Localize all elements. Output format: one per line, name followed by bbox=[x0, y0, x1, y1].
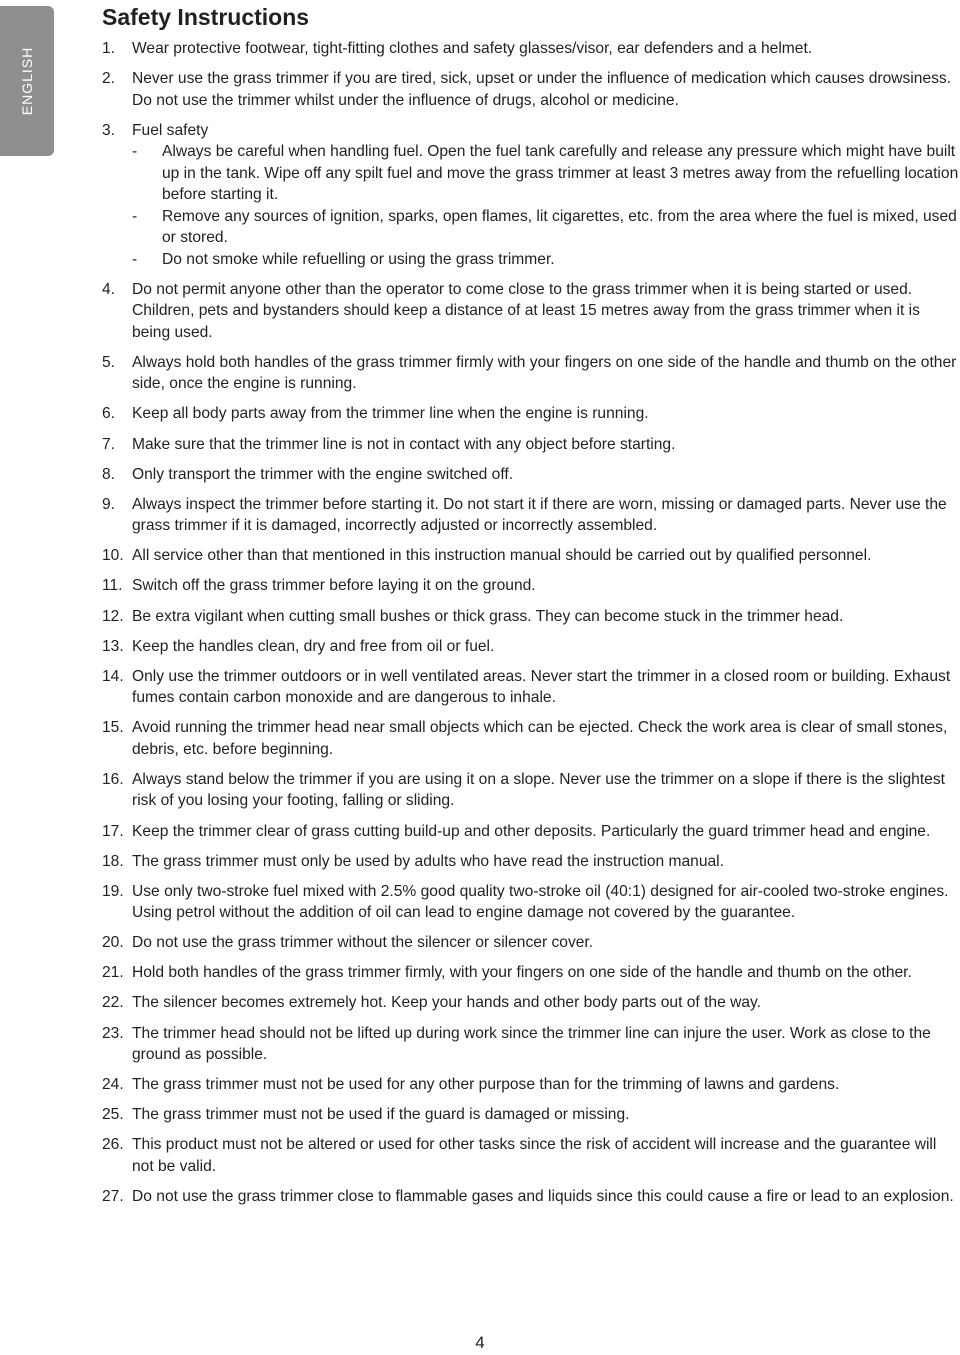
instruction-number: 18. bbox=[102, 852, 124, 870]
instruction-number: 25. bbox=[102, 1106, 124, 1124]
instruction-item bbox=[102, 68, 960, 111]
instruction-item bbox=[102, 717, 960, 760]
instruction-number: 22. bbox=[102, 994, 124, 1012]
instruction-text: The trimmer head should not be lifted up during work since the trimmer line can injure the user. Work as close to the ground as possible. bbox=[132, 1024, 931, 1064]
instruction-text: The silencer becomes extremely hot. Keep your hands and other body parts out of the way. bbox=[132, 994, 762, 1012]
instruction-number: 7. bbox=[102, 435, 116, 453]
instruction-item bbox=[102, 38, 960, 60]
instruction-number: 20. bbox=[102, 934, 124, 952]
instruction-number: 17. bbox=[102, 822, 124, 840]
instruction-number: 26. bbox=[102, 1136, 124, 1154]
instruction-number: 13. bbox=[102, 637, 124, 655]
instruction-item bbox=[102, 992, 960, 1014]
instruction-text: Always inspect the trimmer before starting it. Do not start it if there are worn, missing or damaged parts. Never use the grass trimmer if it is damaged, incorrectly adjusted or incorrectly assembled. bbox=[132, 495, 947, 535]
instruction-item bbox=[102, 575, 960, 597]
instruction-text: Hold both handles of the grass trimmer firmly, with your fingers on one side of the handle and thumb on the other. bbox=[132, 964, 912, 982]
instruction-text: Always stand below the trimmer if you are using it on a slope. Never use the trimmer on a slope if there is the slightest risk of you losing your footing, falling or sliding. bbox=[132, 770, 945, 810]
instruction-item bbox=[102, 403, 960, 425]
instruction-text: Never use the grass trimmer if you are tired, sick, upset or under the influence of medication which causes drowsiness. Do not use the trimmer whilst under the influence of drugs, alcohol or medicine. bbox=[132, 70, 952, 109]
page-title: Safety Instructions bbox=[102, 4, 310, 30]
instruction-number: 2. bbox=[102, 70, 116, 88]
subitem-text: Do not smoke while refuelling or using the grass trimmer. bbox=[162, 250, 555, 268]
instruction-text: Keep all body parts away from the trimmer line when the engine is running. bbox=[132, 405, 649, 423]
instruction-subitem bbox=[132, 249, 960, 271]
instruction-text: Do not use the grass trimmer close to flammable gases and liquids since this could cause a fire or lead to an explosion. bbox=[132, 1187, 954, 1205]
instruction-item bbox=[102, 279, 960, 344]
instruction-item bbox=[102, 434, 960, 456]
instruction-item bbox=[102, 1186, 960, 1208]
instruction-item bbox=[102, 821, 960, 843]
instruction-text: Keep the trimmer clear of grass cutting build-up and other deposits. Particularly the guard trimmer head and engine. bbox=[132, 822, 931, 840]
language-side-tab bbox=[0, 6, 54, 156]
instruction-number: 6. bbox=[102, 405, 116, 423]
instruction-text: Use only two-stroke fuel mixed with 2.5% good quality two-stroke oil (40:1) designed for air-cooled two-stroke engines. Using petrol without the addition of oil can lead to engine damage not covered by the guarantee. bbox=[132, 882, 949, 922]
instruction-number: 4. bbox=[102, 280, 116, 298]
instruction-text: Do not use the grass trimmer without the silencer or silencer cover. bbox=[132, 934, 594, 952]
instruction-item bbox=[102, 1074, 960, 1096]
instruction-number: 3. bbox=[102, 121, 116, 139]
subitem-bullet: - bbox=[132, 250, 138, 268]
instruction-item bbox=[102, 769, 960, 812]
instruction-item bbox=[102, 494, 960, 537]
instruction-number: 19. bbox=[102, 882, 124, 900]
subitem-text: Remove any sources of ignition, sparks, open flames, lit cigarettes, etc. from the area where the fuel is mixed, used or stored. bbox=[162, 207, 957, 247]
instruction-item bbox=[102, 962, 960, 984]
instruction-number: 11. bbox=[102, 577, 123, 595]
instruction-sublist bbox=[132, 141, 960, 270]
instruction-text: Avoid running the trimmer head near small objects which can be ejected. Check the work area is clear of small stones, debris, etc. before beginning. bbox=[132, 719, 948, 758]
instruction-text: All service other than that mentioned in this instruction manual should be carried out by qualified personnel. bbox=[132, 547, 872, 565]
instruction-text: This product must not be altered or used for other tasks since the risk of accident will increase and the guarantee will not be valid. bbox=[132, 1136, 937, 1175]
instruction-item bbox=[102, 666, 960, 709]
instruction-item bbox=[102, 1134, 960, 1177]
subitem-text: Always be careful when handling fuel. Open the fuel tank carefully and release any pressure which might have built up in the tank. Wipe off any spilt fuel and move the grass trimmer at least 3 metres away from the refuelling location before starting it. bbox=[162, 143, 959, 204]
instruction-text: Keep the handles clean, dry and free from oil or fuel. bbox=[132, 637, 495, 655]
instruction-text: Make sure that the trimmer line is not in contact with any object before starting. bbox=[132, 435, 676, 453]
instruction-text: Only transport the trimmer with the engine switched off. bbox=[132, 465, 514, 483]
instruction-text: The grass trimmer must only be used by adults who have read the instruction manual. bbox=[132, 852, 724, 870]
instruction-text: Switch off the grass trimmer before laying it on the ground. bbox=[132, 577, 536, 595]
instruction-number: 14. bbox=[102, 667, 124, 685]
instruction-number: 8. bbox=[102, 465, 116, 483]
instruction-item bbox=[102, 636, 960, 658]
instruction-number: 23. bbox=[102, 1024, 124, 1042]
instruction-item bbox=[102, 932, 960, 954]
instruction-number: 9. bbox=[102, 495, 116, 513]
subitem-bullet: - bbox=[132, 207, 138, 225]
instruction-number: 10. bbox=[102, 547, 124, 565]
instruction-item bbox=[102, 352, 960, 395]
instruction-number: 12. bbox=[102, 607, 124, 625]
instruction-number: 21. bbox=[102, 964, 124, 982]
instruction-item bbox=[102, 606, 960, 628]
subitem-bullet: - bbox=[132, 143, 138, 161]
instruction-item bbox=[102, 464, 960, 486]
instruction-number: 15. bbox=[102, 719, 124, 737]
instruction-item bbox=[102, 1023, 960, 1066]
instruction-text: Do not permit anyone other than the operator to come close to the grass trimmer when it is being started or used. Children, pets and bystanders should keep a distance of at least 15 metres away from the grass trimmer when it is being used. bbox=[132, 280, 920, 341]
instruction-number: 16. bbox=[102, 770, 124, 788]
instruction-number: 5. bbox=[102, 353, 116, 371]
instruction-text: The grass trimmer must not be used if the guard is damaged or missing. bbox=[132, 1106, 630, 1124]
instruction-item bbox=[102, 545, 960, 567]
instruction-number: 27. bbox=[102, 1187, 124, 1205]
safety-instructions-list bbox=[102, 38, 960, 1216]
instruction-subitem bbox=[132, 206, 960, 249]
instruction-subitem bbox=[132, 141, 960, 206]
instruction-item bbox=[102, 1104, 960, 1126]
instruction-item bbox=[102, 120, 960, 271]
instruction-number: 24. bbox=[102, 1076, 124, 1094]
instruction-text: Be extra vigilant when cutting small bushes or thick grass. They can become stuck in the trimmer head. bbox=[132, 607, 844, 625]
instruction-text: Only use the trimmer outdoors or in well ventilated areas. Never start the trimmer in a closed room or building. Exhaust fumes contain carbon monoxide and are dangerous to inhale. bbox=[132, 667, 951, 707]
instruction-item bbox=[102, 881, 960, 924]
instruction-text: The grass trimmer must not be used for any other purpose than for the trimming of lawns and gardens. bbox=[132, 1076, 840, 1094]
instruction-text: Wear protective footwear, tight-fitting clothes and safety glasses/visor, ear defenders and a helmet. bbox=[132, 40, 813, 57]
instruction-text: Always hold both handles of the grass trimmer firmly with your fingers on one side of the handle and thumb on the other side, once the engine is running. bbox=[132, 353, 957, 393]
language-label: ENGLISH bbox=[19, 46, 35, 116]
instruction-item bbox=[102, 851, 960, 873]
page-number: 4 bbox=[475, 1333, 485, 1352]
instruction-number: 1. bbox=[102, 40, 116, 57]
instruction-text: Fuel safety bbox=[132, 121, 209, 139]
